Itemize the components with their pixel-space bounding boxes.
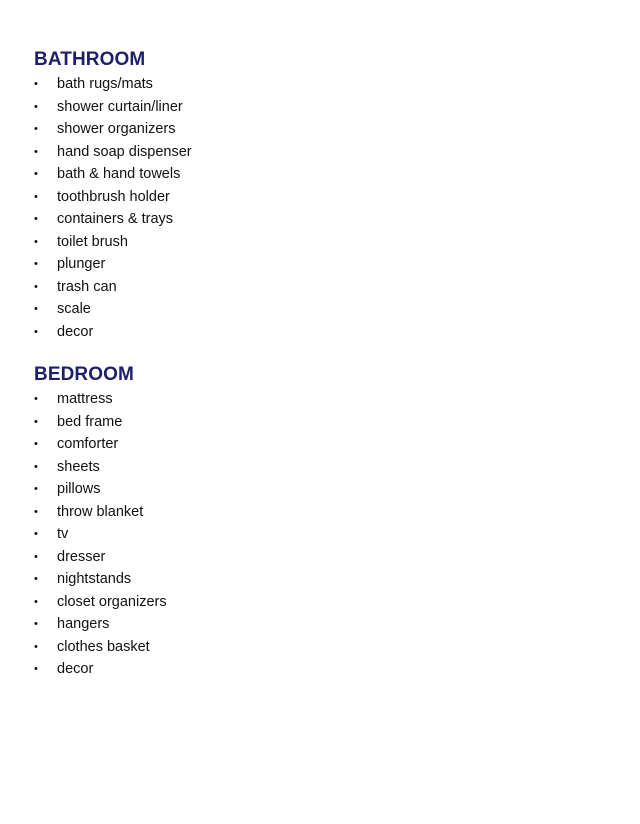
list-item xyxy=(34,433,167,456)
list-item-label: bath & hand towels xyxy=(57,166,181,182)
list-item xyxy=(34,321,192,344)
bullet-icon: • xyxy=(34,438,38,450)
bullet-icon: • xyxy=(34,415,38,428)
list-item-label: nightstands xyxy=(57,571,132,587)
list-item-label: decor xyxy=(57,661,94,677)
list-item xyxy=(34,163,192,186)
list-item xyxy=(34,231,192,254)
list-item xyxy=(34,456,167,479)
bullet-icon: • xyxy=(34,100,38,113)
list-item xyxy=(34,388,167,411)
bullet-icon: • xyxy=(34,663,38,675)
list-item xyxy=(34,636,167,659)
list-item xyxy=(34,658,167,681)
list-item xyxy=(34,546,167,569)
item-list-bedroom xyxy=(34,388,167,681)
bullet-icon: • xyxy=(34,595,38,608)
bullet-icon: • xyxy=(34,258,38,270)
item-list-bathroom xyxy=(34,73,192,343)
bullet-icon: • xyxy=(34,168,38,180)
bullet-icon: • xyxy=(34,280,38,293)
list-item xyxy=(34,118,192,141)
bullet-icon: • xyxy=(34,573,38,585)
list-item-label: dresser xyxy=(57,548,106,565)
list-item-label: shower organizers xyxy=(57,121,176,137)
list-item xyxy=(34,141,192,164)
list-item xyxy=(34,568,167,591)
section-bathroom xyxy=(34,49,192,343)
list-item xyxy=(34,186,192,209)
bullet-icon: • xyxy=(34,213,38,225)
list-item xyxy=(34,276,192,299)
section-heading-bedroom: BEDROOM xyxy=(34,364,134,385)
list-item-label: comforter xyxy=(57,436,119,452)
list-item-label: tv xyxy=(57,526,69,542)
list-item xyxy=(34,411,167,434)
section-bedroom xyxy=(34,364,167,681)
bullet-icon: • xyxy=(34,550,38,563)
bullet-icon: • xyxy=(34,505,38,518)
list-item xyxy=(34,73,192,96)
list-item-label: throw blanket xyxy=(57,503,144,520)
list-item-label: bath rugs/mats xyxy=(57,76,153,92)
list-item xyxy=(34,523,167,546)
list-item-label: pillows xyxy=(57,481,101,497)
bullet-icon: • xyxy=(34,303,38,315)
list-item-label: scale xyxy=(57,301,91,317)
bullet-icon: • xyxy=(34,393,38,405)
bullet-icon: • xyxy=(34,483,38,495)
bullet-icon: • xyxy=(34,528,38,540)
list-item-label: hangers xyxy=(57,616,110,632)
list-item-label: toothbrush holder xyxy=(57,188,170,205)
list-item xyxy=(34,298,192,321)
section-heading-bathroom: BATHROOM xyxy=(34,49,146,70)
bullet-icon: • xyxy=(34,78,38,90)
list-item-label: decor xyxy=(57,323,94,340)
bullet-icon: • xyxy=(34,123,38,135)
list-item-label: toilet brush xyxy=(57,233,128,250)
list-item xyxy=(34,501,167,524)
list-item-label: closet organizers xyxy=(57,593,167,610)
list-item xyxy=(34,253,192,276)
bullet-icon: • xyxy=(34,235,38,248)
bullet-icon: • xyxy=(34,190,38,203)
list-item-label: containers & trays xyxy=(57,211,174,227)
list-item-label: hand soap dispenser xyxy=(57,143,192,160)
list-item-label: plunger xyxy=(57,256,106,272)
list-item-label: trash can xyxy=(57,278,117,295)
bullet-icon: • xyxy=(34,640,38,653)
bullet-icon: • xyxy=(34,618,38,630)
list-item-label: mattress xyxy=(57,391,113,407)
list-item-label: sheets xyxy=(57,458,100,475)
list-item xyxy=(34,96,192,119)
list-item xyxy=(34,478,167,501)
list-item xyxy=(34,613,167,636)
list-item-label: bed frame xyxy=(57,413,123,430)
bullet-icon: • xyxy=(34,325,38,338)
list-item-label: shower curtain/liner xyxy=(57,98,183,115)
list-item xyxy=(34,208,192,231)
list-item-label: clothes basket xyxy=(57,638,150,655)
bullet-icon: • xyxy=(34,460,38,473)
list-item xyxy=(34,591,167,614)
bullet-icon: • xyxy=(34,145,38,158)
